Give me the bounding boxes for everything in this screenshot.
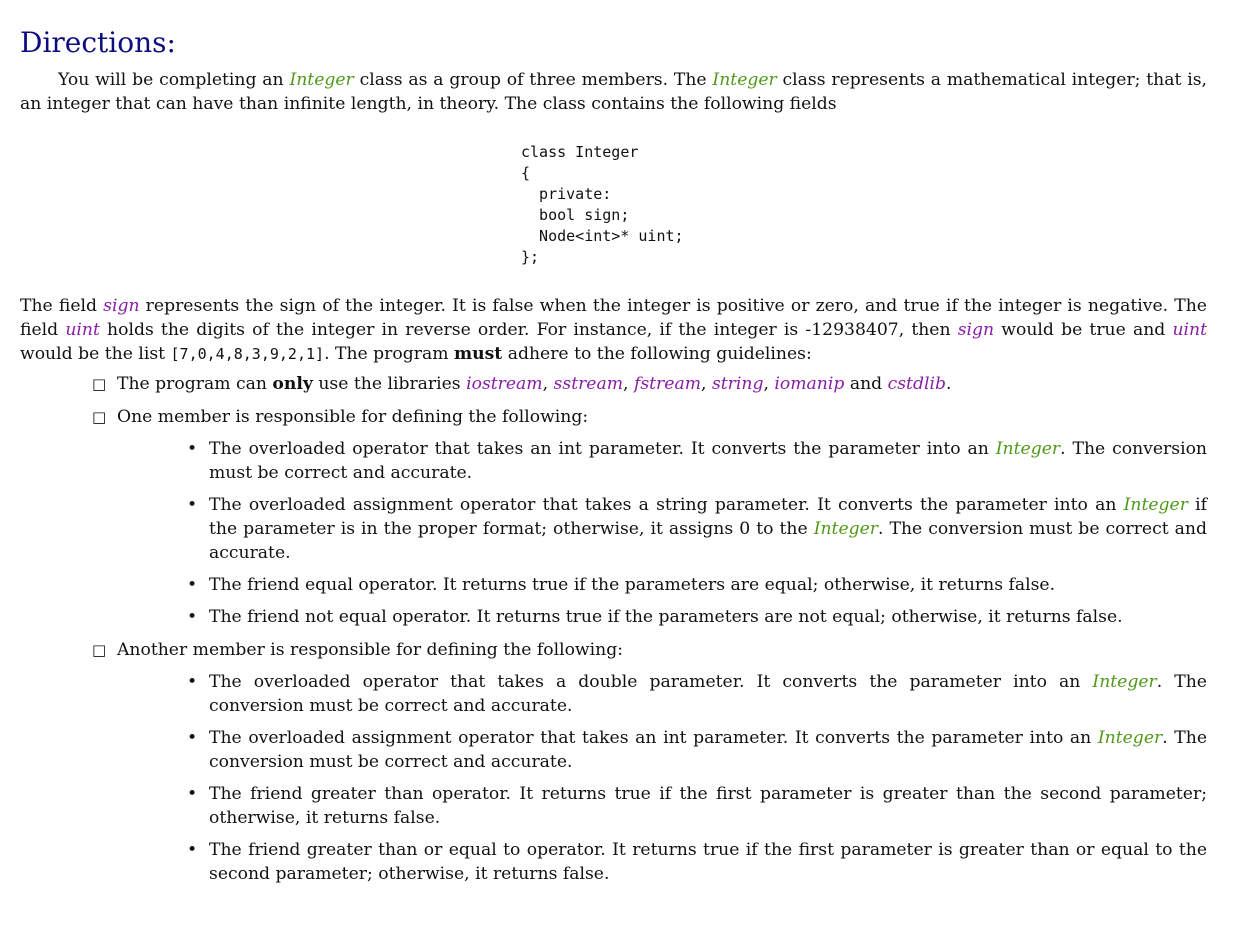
library-name: iomanip bbox=[774, 374, 845, 394]
text: . bbox=[945, 374, 952, 394]
guideline-libraries bbox=[117, 372, 1207, 396]
task-item: • The friend not equal operator. It returns true if the parameters are not equal; otherwise, it returns false. bbox=[209, 605, 1207, 629]
member-two-tasks bbox=[117, 670, 1207, 886]
text: adhere to the following guidelines: bbox=[502, 344, 812, 364]
text: represents the sign of the integer. It is false when the integer is positive or zero, and true if the integer is negative. The field bbox=[20, 296, 1207, 340]
text: , bbox=[542, 374, 554, 394]
library-name: sstream bbox=[553, 374, 624, 394]
text: use the libraries bbox=[312, 374, 467, 394]
library-name: fstream bbox=[633, 374, 701, 394]
code-block: class Integer { private: bool sign; Node<int>* uint; }; bbox=[521, 143, 684, 266]
text: if the parameter is in the proper format; otherwise, it assigns 0 to the bbox=[209, 495, 1207, 539]
text: The overloaded operator that takes a double parameter. It converts the parameter into an bbox=[209, 672, 1093, 692]
text: You will be completing an bbox=[58, 70, 290, 90]
field-name: sign bbox=[957, 320, 995, 340]
fields-paragraph bbox=[20, 294, 1207, 366]
text: The field bbox=[20, 296, 104, 316]
emphasis: must bbox=[453, 344, 503, 364]
text: would be true and bbox=[994, 320, 1173, 340]
section-heading: Directions: bbox=[20, 26, 176, 59]
text: . The conversion must be correct and accurate. bbox=[209, 672, 1207, 716]
text: One member is responsible for defining the following: bbox=[117, 407, 589, 427]
member-one-tasks bbox=[117, 437, 1207, 629]
text: would be the list bbox=[20, 344, 171, 364]
text: Another member is responsible for defining the following: bbox=[117, 640, 623, 660]
text: The overloaded assignment operator that takes a string parameter. It converts the parameter into an bbox=[209, 495, 1124, 515]
task-item bbox=[209, 670, 1207, 718]
library-name: iostream bbox=[466, 374, 543, 394]
guideline-list bbox=[20, 372, 1207, 886]
library-name: cstdlib bbox=[887, 374, 946, 394]
text: , bbox=[763, 374, 775, 394]
text: class as a group of three members. The bbox=[353, 70, 713, 90]
text: The overloaded assignment operator that takes an int parameter. It converts the parameter into an bbox=[209, 728, 1098, 748]
guideline-member-one bbox=[117, 405, 1207, 629]
text: . The conversion must be correct and accurate. bbox=[209, 439, 1207, 483]
library-name: string bbox=[711, 374, 764, 394]
task-item: • The friend greater than operator. It returns true if the first parameter is greater than the second parameter; otherwise, it returns false. bbox=[209, 782, 1207, 830]
class-name: Integer bbox=[1097, 728, 1163, 748]
text: The overloaded operator that takes an int parameter. It converts the parameter into an bbox=[209, 439, 996, 459]
task-item bbox=[209, 437, 1207, 485]
text: The program can bbox=[117, 374, 273, 394]
intro-paragraph bbox=[20, 68, 1207, 116]
text: , bbox=[701, 374, 712, 394]
class-name: Integer bbox=[289, 70, 354, 90]
task-item: • The friend equal operator. It returns true if the parameters are equal; otherwise, it returns false. bbox=[209, 573, 1207, 597]
task-item: • The friend greater than or equal to operator. It returns true if the first parameter is greater than or equal to the second parameter; otherwise, it returns false. bbox=[209, 838, 1207, 886]
class-name: Integer bbox=[995, 439, 1061, 459]
text: , bbox=[623, 374, 634, 394]
class-name: Integer bbox=[1092, 672, 1157, 692]
field-name: sign bbox=[103, 296, 140, 316]
text: class represents a mathematical integer; that is, an integer that can have than infinite length, in theory. The class contains the following fields bbox=[20, 70, 1207, 114]
task-item bbox=[209, 493, 1207, 565]
task-item bbox=[209, 726, 1207, 774]
guideline-member-two bbox=[117, 638, 1207, 886]
text: . The conversion must be correct and accurate. bbox=[209, 519, 1207, 563]
text: . The program bbox=[324, 344, 454, 364]
class-name: Integer bbox=[712, 70, 777, 90]
text: holds the digits of the integer in reverse order. For instance, if the integer is -12938407, then bbox=[99, 320, 958, 340]
class-name: Integer bbox=[813, 519, 879, 539]
digit-list: [7,0,4,8,3,9,2,1] bbox=[170, 345, 325, 363]
text: and bbox=[844, 374, 888, 394]
emphasis: only bbox=[272, 374, 313, 394]
class-name: Integer bbox=[1123, 495, 1188, 515]
field-name: uint bbox=[65, 320, 100, 340]
field-name: uint bbox=[1172, 320, 1207, 340]
text: . The conversion must be correct and accurate. bbox=[209, 728, 1207, 772]
